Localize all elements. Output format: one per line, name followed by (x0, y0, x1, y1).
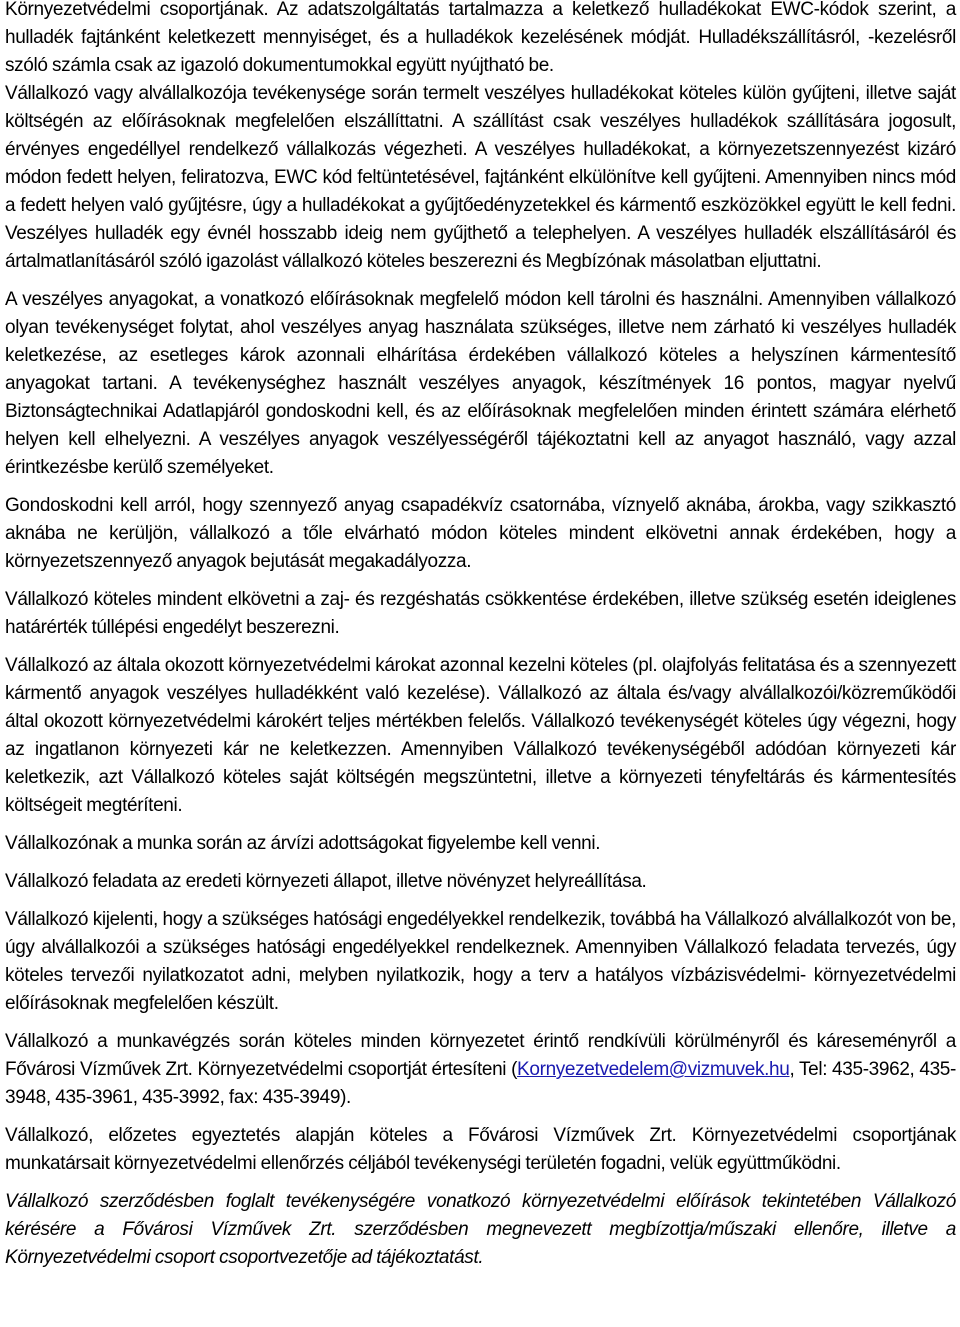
paragraph-environmental-damage: Vállalkozó az általa okozott környezetvédelmi károkat azonnal kezelni köteles (pl. olajfolyás felitatása és a szennyezett kármentő anyagok veszélyes hulladékként való kezelése). Vállalkozó az általa és/vagy alvállalkozói/közreműködői által okozott környezetvédelmi károkért teljes mértékben felelős. Vállalkozó tevékenységét köteles úgy végezni, hogy az ingatlanon környezeti kár ne keletkezzen. Amennyiben Vállalkozó tevékenységéből adódóan környezeti kár keletkezik, azt Vállalkozó köteles saját költségén megszüntetni, illetve a környezeti tényfeltárás és kármentesítés költségeit megtéríteni. (5, 655, 956, 816)
paragraph-pollution-prevention: Gondoskodni kell arról, hogy szennyező anyag csapadékvíz csatornába, víznyelő aknába, árokba, vagy szikkasztó aknába ne kerüljön, vállalkozó a tőle elvárható módon köteles mindent elkövetni annak érdekében, hogy a környezetszennyező anyagok bejutását megakadályozza. (5, 495, 956, 572)
email-link[interactable]: Kornyezetvedelem@vizmuvek.hu (517, 1059, 790, 1080)
paragraph-flood-conditions: Vállalkozónak a munka során az árvízi adottságokat figyelembe kell venni. (5, 833, 601, 854)
paragraph-information-note: Vállalkozó szerződésben foglalt tevékenységére vonatkozó környezetvédelmi előírások tekintetében Vállalkozó kérésére a Fővárosi Vízművek Zrt. szerződésben megnevezett megbízottja/műszaki ellenőre, illetve a Környezetvédelmi csoport csoportvezetője ad tájékoztatást. (5, 1191, 956, 1268)
paragraph-hazardous-materials: A veszélyes anyagokat, a vonatkozó előírásoknak megfelelő módon kell tárolni és használni. Amennyiben vállalkozó olyan tevékenységet folytat, ahol veszélyes anyag használata szükséges, illetve nem zárható ki veszélyes hulladék keletkezése, az esetleges károk azonnali elhárítása érdekében vállalkozó köteles a helyszínen kármentesítő anyagokat tartani. A tevékenységhez használt veszélyes anyagok, készítmények 16 pontos, magyar nyelvű Biztonságtechnikai Adatlapjáról gondoskodni kell, és az előírásoknak megfelelően minden érintett számára elérhető helyen kell elhelyezni. A veszélyes anyagok veszélyességéről tájékoztatni kell az anyagot használó, vagy azzal érintkezésbe kerülő személyeket. (5, 289, 956, 478)
paragraph-restoration: Vállalkozó feladata az eredeti környezeti állapot, illetve növényzet helyreállítása. (5, 871, 647, 892)
paragraph-hazardous-waste-text: Vállalkozó vagy alvállalkozója tevékenysége során termelt veszélyes hulladékokat köteles külön gyűjteni, illetve saját költségén az előírásoknak megfelelően elszállíttatni. A szállítást csak veszélyes hulladékok szállítására jogosult, érvényes engedéllyel rendelkező vállalkozás végezheti. A veszélyes hulladékokat, a környezetszennyezést kizáró módon fedett helyen, feliratozva, EWC kód feltüntetésével, fajtánként elkülönítve kell gyűjteni. Amennyiben nincs mód a fedett helyen való gyűjtésre, úgy a hulladékokat a gyűjtőedényzetekkel és kármentő eszközökkel együtt le kell fedni. Veszélyes hulladék egy évnél hosszabb ideig nem gyűjthető a telephelyen. A veszélyes hulladék elszállításáról és ártalmatlanításáról szóló igazolást vállalkozó köteles beszerezni és Megbízónak másolatban eljuttatni. (5, 83, 956, 272)
paragraph-incident-notification (5, 1028, 956, 1112)
notification-text-after: , Tel: 435-3962, 435-3948, 435-3961, 435-3992, fax: 435-3949). (5, 1059, 956, 1108)
notification-text-before: Vállalkozó a munkavégzés során köteles minden környezetet érintő rendkívüli körülményről és káreseményről a Fővárosi Vízművek Zrt. Környezetvédelmi csoportját értesíteni ( (5, 1031, 956, 1080)
paragraph-noise-vibration: Vállalkozó köteles mindent elkövetni a zaj- és rezgéshatás csökkentése érdekében, illetve szükség esetén ideiglenes határérték túllépési engedélyt beszerezni. (5, 589, 956, 638)
paragraph-permits: Vállalkozó kijelenti, hogy a szükséges hatósági engedélyekkel rendelkezik, továbbá ha Vállalkozó alvállalkozót von be, úgy alvállalkozói a szükséges hatósági engedélyekkel rendelkeznek. Amennyiben Vállalkozó feladata tervezés, úgy köteles tervezői nyilatkozatot adni, melyben nyilatkozik, hogy a terv a hatályos vízbázisvédelmi- környezetvédelmi előírásoknak megfelelően készült. (5, 909, 956, 1014)
paragraph-waste-reporting-text: Környezetvédelmi csoportjának. Az adatszolgáltatás tartalmazza a keletkező hulladékokat EWC-kódok szerint, a hulladék fajtánként keletkezett mennyiséget, és a hulladékok kezelésének módját. Hulladékszállításról, -kezelésről szóló számla csak az igazoló dokumentumokkal együtt nyújtható be. (5, 0, 956, 76)
paragraph-inspection: Vállalkozó, előzetes egyeztetés alapján köteles a Fővárosi Vízművek Zrt. Környezetvédelmi csoportjának munkatársait környezetvédelmi ellenőrzés céljából tevékenységi területén fogadni, velük együttműködni. (5, 1125, 956, 1174)
paragraph-waste-reporting (5, 0, 956, 276)
